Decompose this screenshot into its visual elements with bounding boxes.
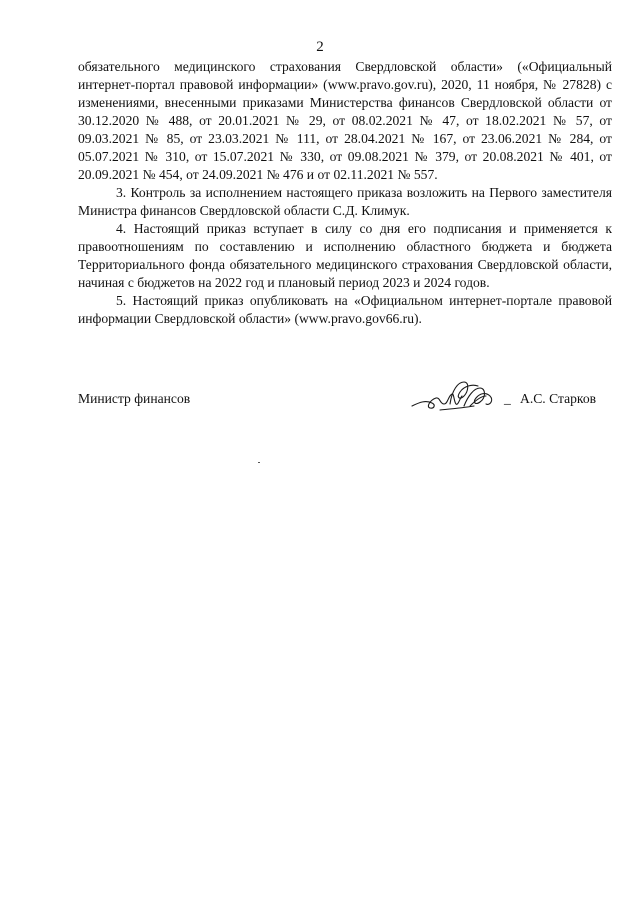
paragraph-item-4: 4. Настоящий приказ вступает в силу со дня его подписания и применяется к правоотношениям по составлению и исполнению областного бюджета и бюджета Территориального фонда обязательного медицинского страхования Свердловской области, начиная с бюджетов на 2022 год и плановый период 2023 и 2024 годов. — [78, 221, 612, 290]
signatory-name: А.С. Старков — [520, 391, 597, 406]
handwritten-signature — [410, 376, 510, 416]
scan-speck — [258, 462, 260, 463]
paragraph-continuation: обязательного медицинского страхования Свердловской области» («Официальный интернет-портал правовой информации» (www.pravo.gov.ru), 2020, 11 ноября, № 27828) с изменениями, внесенными приказами Министерства финансов Свердловской области от 30.12.2020 № 488, от 20.01.2021 № 29, от 08.02.2021 № 47, от 18.02.2021 № 57, от 09.03.2021 № 85, от 23.03.2021 № 111, от 28.04.2021 № 167, от 23.06.2021 № 284, от 05.07.2021 № 310, от 15.07.2021 № 330, от 09.08.2021 № 379, от 20.08.2021 № 401, от 20.09.2021 № 454, от 24.09.2021 № 476 и от 02.11.2021 № 557. — [78, 59, 612, 182]
page-number: 2 — [316, 39, 324, 55]
paragraph-item-5: 5. Настоящий приказ опубликовать на «Официальном интернет-портале правовой информации Свердловской области» (www.pravo.gov66.ru). — [78, 293, 612, 326]
paragraph-item-3: 3. Контроль за исполнением настоящего приказа возложить на Первого заместителя Министра финансов Свердловской области С.Д. Климук. — [78, 185, 612, 218]
signature-block — [78, 376, 612, 420]
document-body — [78, 58, 612, 328]
signature-line-dash: _ — [504, 391, 511, 406]
signatory-title: Министр финансов — [78, 391, 191, 406]
